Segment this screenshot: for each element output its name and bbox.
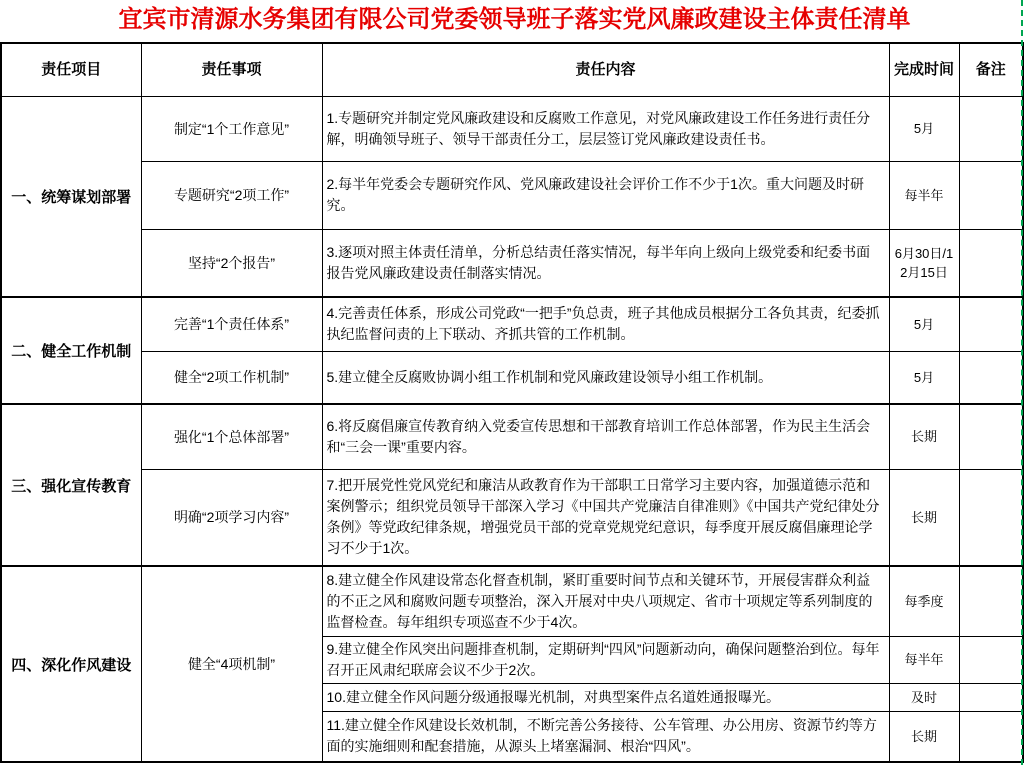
column-header-project: 责任项目 [1,43,141,96]
time-cell: 长期 [889,469,959,566]
remark-cell [959,351,1023,404]
column-header-remark: 备注 [959,43,1023,96]
content-cell: 7.把开展党性党风党纪和廉洁从政教育作为干部职工日常学习主要内容，加强道德示范和案例警示；组织党员领导干部深入学习《中国共产党廉洁自律准则》《中国共产党纪律处分条例》等党政纪律条规，增强党员干部的党章党规党纪意识，每季度开展反腐倡廉理论学习不少于1次。 [322,469,889,566]
remark-cell [959,404,1023,469]
table-row [1,469,1023,566]
content-cell: 8.建立健全作风建设常态化督查机制，紧盯重要时间节点和关键环节，开展侵害群众利益的不正之风和腐败问题专项整治，深入开展对中央八项规定、省市十项规定等系列制度的监督检查。每年组织专项巡查不少于4次。 [322,566,889,636]
item-cell: 健全“4项机制” [141,566,322,762]
content-cell: 5.建立健全反腐败协调小组工作机制和党风廉政建设领导小组工作机制。 [322,351,889,404]
section-project-label: 四、深化作风建设 [1,566,141,762]
header-row [1,43,1023,96]
section-project-label: 一、统筹谋划部署 [1,96,141,297]
remark-cell [959,229,1023,297]
table-row [1,297,1023,351]
content-cell: 4.完善责任体系，形成公司党政“一把手”负总责，班子其他成员根据分工各负其责，纪委抓执纪监督问责的上下联动、齐抓共管的工作机制。 [322,297,889,351]
content-cell: 2.每半年党委会专题研究作风、党风廉政建设社会评价工作不少于1次。重大问题及时研究。 [322,161,889,229]
time-cell: 6月30日/12月15日 [889,229,959,297]
column-header-item: 责任事项 [141,43,322,96]
content-cell: 6.将反腐倡廉宣传教育纳入党委宣传思想和干部教育培训工作总体部署，作为民主生活会和“三会一课”重要内容。 [322,404,889,469]
content-cell: 9.建立健全作风突出问题排查机制，定期研判“四风”问题新动向，确保问题整治到位。每年召开正风肃纪联席会议不少于2次。 [322,636,889,683]
content-cell: 1.专题研究并制定党风廉政建设和反腐败工作意见，对党风廉政建设工作任务进行责任分解，明确领导班子、领导干部责任分工，层层签订党风廉政建设责任书。 [322,96,889,161]
time-cell: 每季度 [889,566,959,636]
remark-cell [959,297,1023,351]
time-cell: 及时 [889,683,959,711]
content-cell: 11.建立健全作风建设长效机制，不断完善公务接待、公车管理、办公用房、资源节约等方面的实施细则和配套措施，从源头上堵塞漏洞、根治“四风”。 [322,711,889,762]
remark-cell [959,711,1023,762]
remark-cell [959,161,1023,229]
item-cell: 完善“1个责任体系” [141,297,322,351]
table-row [1,229,1023,297]
section-project-label: 三、强化宣传教育 [1,404,141,566]
remark-cell [959,683,1023,711]
page-title: 宜宾市清源水务集团有限公司党委领导班子落实党风廉政建设主体责任清单 [118,6,911,33]
time-cell: 长期 [889,711,959,762]
column-header-content: 责任内容 [322,43,889,96]
remark-cell [959,566,1023,636]
column-header-time: 完成时间 [889,43,959,96]
table-row [1,161,1023,229]
time-cell: 5月 [889,351,959,404]
item-cell: 健全“2项工作机制” [141,351,322,404]
table-row [1,404,1023,469]
time-cell: 长期 [889,404,959,469]
responsibility-table [0,42,1024,763]
item-cell: 专题研究“2项工作” [141,161,322,229]
time-cell: 5月 [889,96,959,161]
table-row [1,351,1023,404]
remark-cell [959,96,1023,161]
remark-cell [959,469,1023,566]
item-cell: 制定“1个工作意见” [141,96,322,161]
table-row [1,96,1023,161]
section-project-label: 二、健全工作机制 [1,297,141,404]
content-cell: 10.建立健全作风问题分级通报曝光机制，对典型案件点名道姓通报曝光。 [322,683,889,711]
item-cell: 强化“1个总体部署” [141,404,322,469]
time-cell: 每半年 [889,161,959,229]
item-cell: 明确“2项学习内容” [141,469,322,566]
remark-cell [959,636,1023,683]
item-cell: 坚持“2个报告” [141,229,322,297]
content-cell: 3.逐项对照主体责任清单，分析总结责任落实情况，每半年向上级向上级党委和纪委书面报告党风廉政建设责任制落实情况。 [322,229,889,297]
time-cell: 5月 [889,297,959,351]
time-cell: 每半年 [889,636,959,683]
table-row [1,566,1023,636]
